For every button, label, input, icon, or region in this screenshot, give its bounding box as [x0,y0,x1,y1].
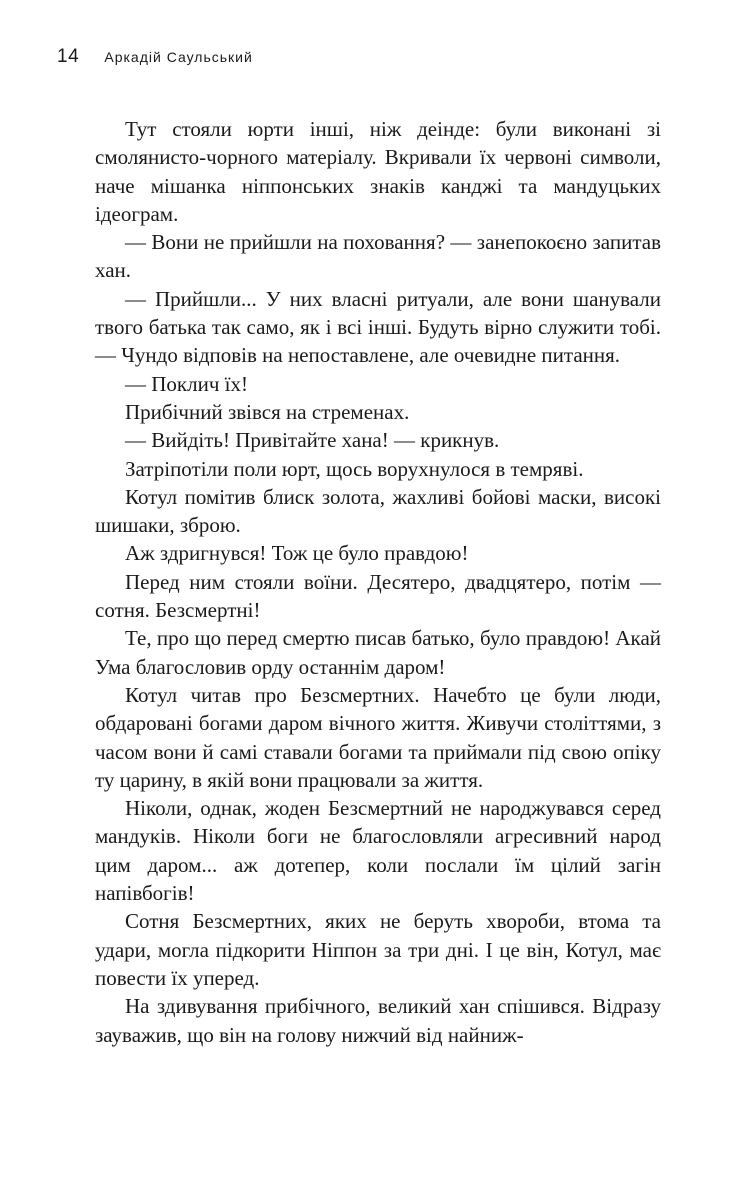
paragraph: Прибічний звівся на стременах. [125,399,410,424]
paragraph: Котул читав про Безсмертних. Начебто це були люди, обдаровані богами даром вічного життя. Живучи століттями, з часом вони й самі ставали богами та приймали під свою опіку ту царину, в якій вони працювали за життя. [95,682,661,792]
paragraph: На здивування прибічного, великий хан спішився. Відразу зауважив, що він на голову нижчий від найниж- [95,994,661,1047]
paragraph: — Прийшли... У них власні ритуали, але вони шанували твого батька так само, як і всі інші. Будуть вірно служити тобі. — Чундо відповів на непоставлене, але очевидне питання. [95,286,661,368]
paragraph: Перед ним стояли воїни. Десятеро, двадцятеро, потім — сотня. Безсмертні! [95,569,661,623]
body-text [95,115,661,1049]
page-number: 14 [57,46,80,67]
paragraph: Тут стояли юрти інші, ніж деінде: були виконані зі смолянисто-чорного матеріалу. Вкривали їх червоні символи, наче мішанка ніппонських знаків канджі та мандуцьких ідеограм. [95,117,661,226]
paragraph: — Поклич їх! [125,371,248,396]
running-head [57,46,253,68]
paragraph: Сотня Безсмертних, яких не беруть хвороби, втома та удари, могла підкорити Ніппон за три дні. І це він, Котул, має повести їх уперед. [95,909,661,990]
paragraph: Ніколи, однак, жоден Безсмертний не народжувався серед мандуків. Ніколи боги не благословляли агресивний народ цим даром... аж дотепер, коли послали їм цілий загін напівбогів! [95,796,661,906]
paragraph: Те, про що перед смертю писав батько, було правдою! Акай Ума благословив орду останнім даром! [95,626,661,679]
paragraph: Аж здригнувся! Тож це було правдою! [125,541,469,566]
paragraph: — Вийдіть! Привітайте хана! — крикнув. [125,428,500,453]
paragraph: Котул помітив блиск золота, жахливі бойові маски, високі шишаки, зброю. [95,484,661,538]
author-name: Аркадій Саульський [104,49,253,65]
paragraph: Затріпотіли поли юрт, щось ворухнулося в темряві. [125,456,584,481]
paragraph: — Вони не прийшли на поховання? — занепокоєно запитав хан. [95,230,661,283]
